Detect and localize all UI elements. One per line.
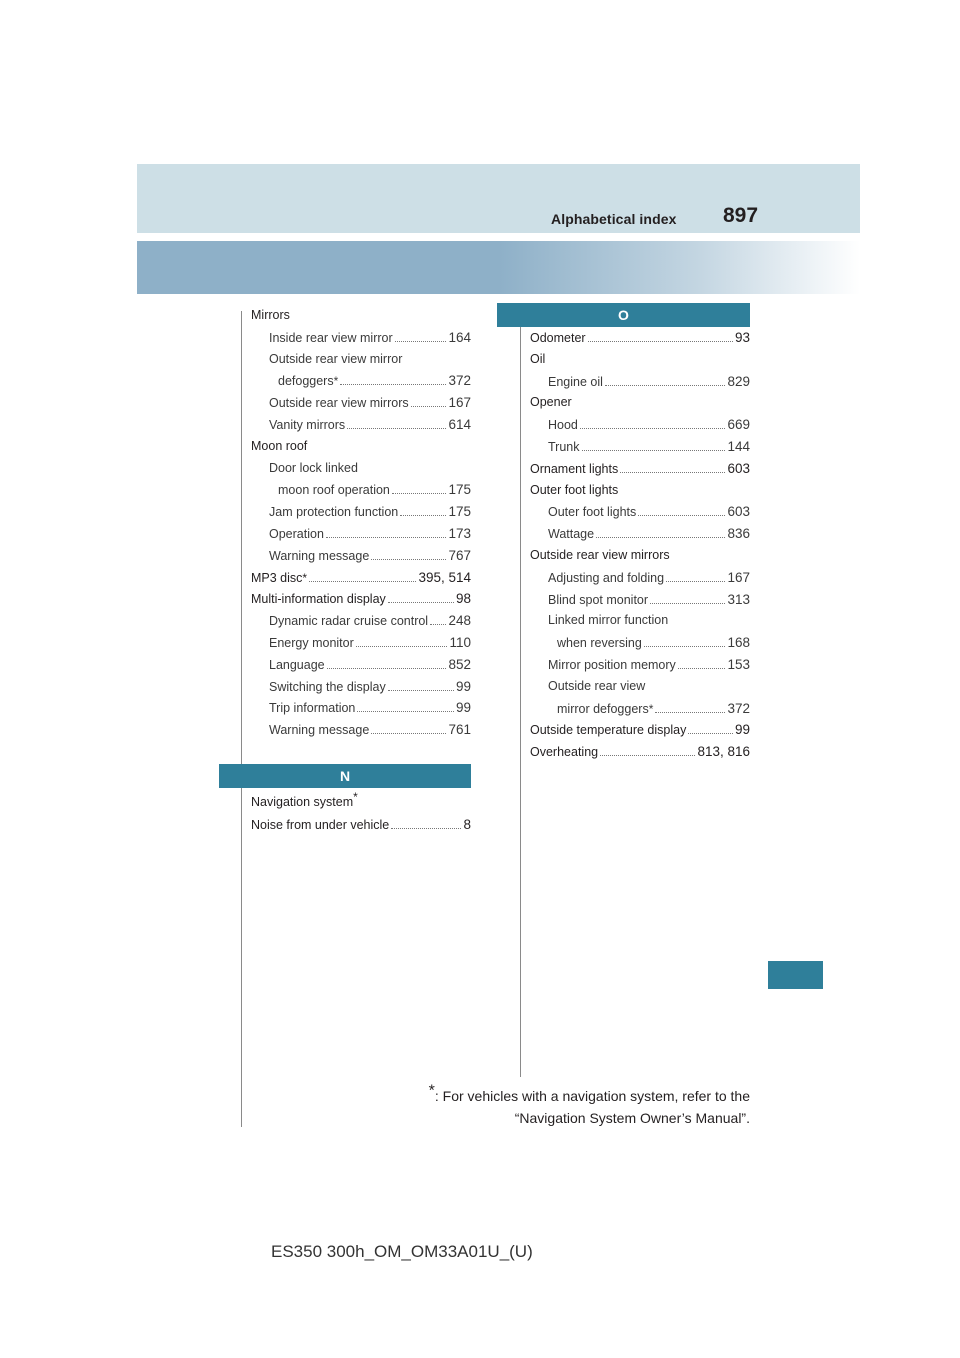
index-entry[interactable] (251, 436, 471, 458)
index-entry-label: Odometer (530, 331, 586, 345)
index-entry-label: Language (269, 657, 325, 672)
index-entry-page[interactable]: 395, 514 (418, 569, 471, 585)
index-entry-page[interactable]: 93 (734, 330, 750, 345)
index-entry-label: Dynamic radar cruise control (269, 614, 429, 629)
leader-dots (371, 732, 446, 734)
index-entry-label: Outside rear view mirrors (269, 396, 409, 411)
index-entry-page[interactable]: 372 (448, 373, 471, 389)
page-number: 897 (723, 204, 759, 227)
index-entry[interactable] (530, 501, 750, 523)
section-header-o: O (497, 303, 750, 327)
index-entry-page[interactable]: 8 (463, 816, 471, 832)
index-entry-page[interactable]: 372 (727, 700, 750, 716)
leader-dots (392, 492, 447, 494)
index-entry-label: Oil (530, 351, 546, 366)
index-entry-label: when reversing (557, 636, 642, 651)
index-entry[interactable] (251, 327, 471, 349)
index-entry[interactable] (530, 632, 750, 654)
index-entry[interactable] (251, 523, 471, 545)
page-header-title: Alphabetical index (551, 211, 677, 227)
index-entry[interactable] (251, 632, 471, 654)
index-entry-label: Engine oil (548, 374, 603, 389)
index-entry[interactable] (251, 479, 471, 501)
index-entry-label: Wattage (548, 527, 595, 542)
chapter-side-tab[interactable] (768, 961, 823, 989)
index-entry[interactable] (251, 588, 471, 610)
index-entry-label: Linked mirror function (548, 613, 669, 628)
index-entry[interactable] (251, 789, 471, 814)
index-entry[interactable] (530, 589, 750, 611)
index-entry-label: Trip information (269, 701, 356, 716)
index-entry[interactable] (251, 814, 471, 836)
leader-dots (388, 689, 454, 691)
index-entry-page[interactable]: 313 (727, 591, 750, 607)
leader-dots (309, 580, 416, 582)
index-entry-label: MP3 disc (251, 570, 303, 585)
leader-dots (326, 536, 447, 538)
leader-dots (411, 405, 447, 407)
leader-dots (638, 514, 725, 516)
index-entry-label: Outer foot lights (530, 482, 619, 497)
index-entry-page[interactable]: 248 (448, 613, 471, 629)
leader-dots (605, 384, 726, 386)
left-index-column-n (251, 789, 471, 836)
index-entry-page[interactable]: 175 (448, 504, 471, 520)
index-entry-page[interactable]: 99 (455, 700, 471, 716)
index-entry[interactable] (530, 676, 750, 698)
leader-dots (327, 667, 447, 669)
leader-dots (347, 427, 446, 429)
index-entry-label: Hood (548, 418, 578, 433)
leader-dots (582, 449, 726, 451)
index-entry-page[interactable]: 669 (727, 417, 750, 433)
index-entry-label: Noise from under vehicle (251, 817, 390, 832)
index-entry[interactable] (530, 523, 750, 545)
index-entry[interactable] (530, 327, 750, 349)
index-entry-page[interactable]: 829 (727, 373, 750, 389)
index-entry-page[interactable]: 110 (449, 634, 471, 650)
document-id: ES350 300h_OM_OM33A01U_(U) (271, 1242, 533, 1261)
leader-dots (371, 558, 446, 560)
index-entry[interactable] (251, 676, 471, 698)
index-entry-label: Operation (269, 526, 324, 541)
index-entry-label: Outside rear view mirrors (530, 547, 670, 562)
index-entry[interactable] (530, 349, 750, 371)
index-entry[interactable] (530, 610, 750, 632)
leader-dots (666, 580, 725, 582)
index-entry-page[interactable]: 167 (727, 569, 750, 585)
index-entry-label: Energy monitor (269, 635, 354, 650)
leader-dots (655, 711, 725, 713)
index-entry[interactable] (251, 392, 471, 414)
index-entry[interactable] (530, 392, 750, 414)
leader-dots (600, 754, 695, 756)
index-entry[interactable] (530, 545, 750, 567)
index-entry-page[interactable]: 167 (448, 395, 471, 411)
leader-dots (400, 514, 446, 516)
index-entry-page[interactable]: 99 (455, 678, 471, 694)
index-entry-label: Door lock linked (269, 460, 358, 475)
index-entry-label: mirror defoggers (557, 701, 649, 716)
leader-dots (388, 601, 454, 603)
index-entry[interactable]: defoggers * 372 (251, 370, 471, 392)
index-entry-label: Outside temperature display (530, 723, 687, 738)
index-entry-page[interactable]: 761 (448, 722, 471, 738)
index-entry-page[interactable]: 98 (455, 591, 471, 607)
index-entry[interactable] (251, 501, 471, 523)
right-column-rule (520, 311, 521, 1077)
leader-dots (644, 645, 726, 647)
index-entry-label: Outer foot lights (548, 505, 637, 520)
footnote (428, 1082, 750, 1129)
index-entry-page[interactable]: 852 (448, 656, 471, 672)
index-entry-label: moon roof operation (278, 483, 390, 498)
asterisk-marker: * (353, 789, 358, 804)
decorative-gradient-band (137, 241, 860, 294)
index-entry-page[interactable]: 614 (448, 416, 471, 432)
index-entry-label: defoggers (278, 374, 334, 389)
index-entry[interactable]: mirror defoggers * 372 (530, 698, 750, 720)
index-entry-page[interactable]: 168 (727, 635, 750, 651)
index-entry-label: Opener (530, 395, 572, 410)
leader-dots (580, 427, 726, 429)
index-entry-page[interactable]: 153 (727, 656, 750, 672)
index-entry[interactable] (530, 414, 750, 436)
index-entry-page[interactable]: 603 (727, 460, 750, 476)
left-column-rule (241, 311, 242, 1127)
leader-dots (588, 340, 733, 342)
index-entry[interactable] (530, 567, 750, 589)
index-entry-page[interactable]: 603 (727, 504, 750, 520)
index-entry-page[interactable]: 99 (734, 722, 750, 738)
index-entry-label: Mirrors (251, 308, 290, 322)
index-entry-label: Trunk (548, 439, 580, 454)
leader-dots (357, 710, 454, 712)
index-entry-page[interactable]: 813, 816 (697, 744, 750, 760)
footnote-line-2: “Navigation System Owner’s Manual”. (514, 1110, 750, 1126)
index-entry[interactable] (251, 654, 471, 676)
index-entry[interactable] (251, 458, 471, 480)
index-entry-label: Outside rear view (548, 678, 646, 693)
index-entry-label: Jam protection function (269, 505, 399, 520)
leader-dots (356, 645, 448, 647)
index-entry-label: Outside rear view mirror (269, 351, 403, 366)
index-entry[interactable]: MP3 disc * 395, 514 (251, 567, 471, 589)
leader-dots (596, 536, 725, 538)
index-entry-page[interactable]: 767 (448, 547, 471, 563)
index-entry[interactable] (251, 697, 471, 719)
index-entry-page[interactable]: 175 (448, 482, 471, 498)
left-index-column (251, 305, 471, 741)
index-entry-label: Overheating (530, 745, 599, 760)
index-entry-label: Blind spot monitor (548, 592, 649, 607)
leader-dots (430, 623, 446, 625)
index-entry-page[interactable]: 144 (727, 438, 750, 454)
index-entry-label: Mirror position memory (548, 657, 676, 672)
leader-dots (620, 471, 725, 473)
index-entry-label: Adjusting and folding (548, 570, 665, 585)
section-header-n: N (219, 764, 471, 788)
index-entry-page[interactable]: 164 (448, 329, 471, 345)
index-entry-label: Ornament lights (530, 461, 619, 476)
index-entry-page[interactable]: 836 (727, 526, 750, 542)
index-entry[interactable] (530, 654, 750, 676)
index-entry[interactable] (251, 414, 471, 436)
index-entry-page[interactable]: 173 (448, 525, 471, 541)
index-entry[interactable] (251, 305, 471, 327)
index-entry[interactable] (530, 436, 750, 458)
index-entry-label: Multi-information display (251, 592, 386, 607)
footnote-star: * (428, 1082, 435, 1100)
leader-dots (688, 732, 733, 734)
index-entry-label: Vanity mirrors (269, 417, 346, 432)
index-entry[interactable] (530, 458, 750, 480)
index-entry-label: Warning message (269, 723, 370, 738)
leader-dots (678, 667, 726, 669)
index-entry[interactable] (530, 480, 750, 502)
leader-dots (650, 602, 725, 604)
index-entry-label: Moon roof (251, 438, 308, 453)
index-entry-label: Navigation system (251, 795, 354, 809)
index-entry[interactable] (251, 349, 471, 371)
index-entry-label: Warning message (269, 548, 370, 563)
index-entry[interactable] (530, 719, 750, 741)
index-entry-label: Inside rear view mirror (269, 330, 393, 345)
footnote-line-1: : For vehicles with a navigation system, refer to the (434, 1088, 750, 1104)
leader-dots (340, 383, 446, 385)
leader-dots (395, 340, 447, 342)
right-index-column (530, 327, 750, 763)
index-entry[interactable] (251, 545, 471, 567)
index-entry[interactable] (251, 610, 471, 632)
index-entry-label: Switching the display (269, 679, 386, 694)
leader-dots (391, 827, 461, 829)
index-entry[interactable] (530, 741, 750, 763)
index-entry[interactable] (251, 719, 471, 741)
index-entry[interactable] (530, 371, 750, 393)
